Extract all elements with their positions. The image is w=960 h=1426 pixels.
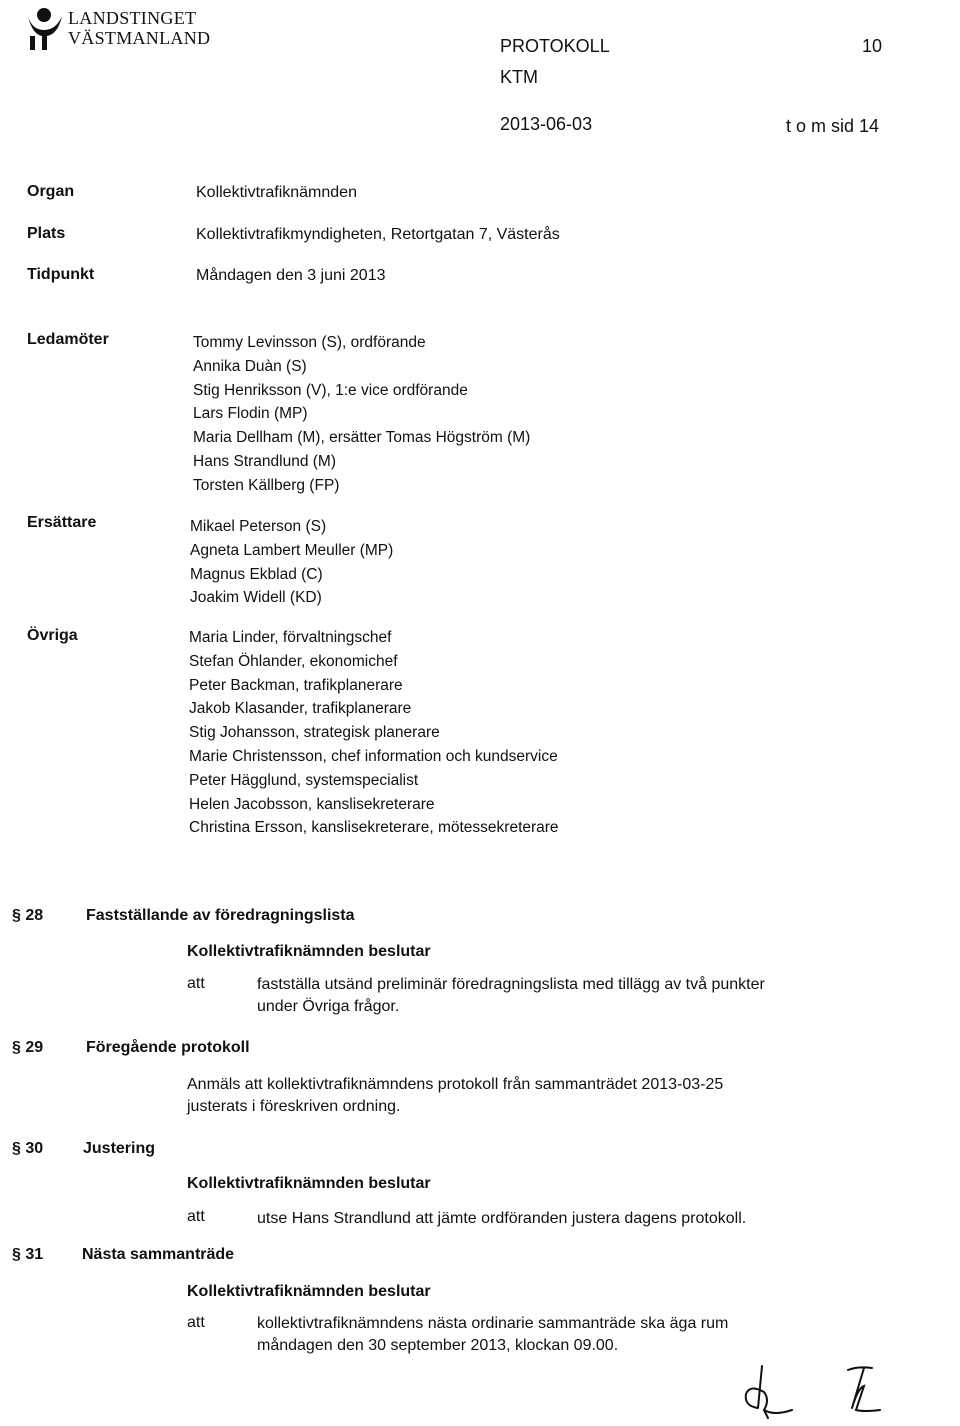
list-item: Christina Ersson, kanslisekreterare, mötessekreterare: [189, 819, 559, 837]
section-28-decision-heading: Kollektivtrafiknämnden beslutar: [187, 943, 431, 960]
organization-logo: [26, 6, 216, 50]
doc-type: PROTOKOLL: [500, 36, 610, 56]
section-30-number: § 30: [12, 1140, 44, 1157]
section-30-title: Justering: [83, 1140, 156, 1157]
list-item: Tommy Levinsson (S), ordförande: [193, 334, 426, 351]
list-item: Joakim Widell (KD): [190, 589, 322, 607]
ersattare-label: Ersättare: [27, 514, 97, 531]
unit-code: KTM: [500, 67, 538, 87]
section-29-title: Föregående protokoll: [86, 1039, 250, 1056]
text-line: justerats i föreskriven ordning.: [187, 1098, 401, 1115]
org-name-line1: LANDSTINGET: [68, 8, 197, 28]
list-item: Marie Christensson, chef information och kundservice: [189, 747, 558, 765]
text-line: under Övriga frågor.: [257, 998, 400, 1015]
list-item: Annika Duàn (S): [193, 357, 307, 375]
meeting-date: 2013-06-03: [500, 114, 593, 134]
text-line: Anmäls att kollektivtrafiknämndens protokoll från sammanträdet 2013-03-25: [187, 1076, 724, 1093]
section-28-number: § 28: [12, 907, 44, 924]
section-28-text: [257, 974, 765, 1018]
section-29-text: [187, 1074, 723, 1118]
page-range: t o m sid 14: [786, 116, 880, 136]
list-item: Stig Johansson, strategisk planerare: [189, 724, 440, 742]
text-line: kollektivtrafiknämndens nästa ordinarie sammanträde ska äga rum: [257, 1315, 729, 1332]
section-31-decision-heading: Kollektivtrafiknämnden beslutar: [187, 1283, 431, 1300]
list-item: Peter Hägglund, systemspecialist: [189, 771, 419, 789]
plats-value: Kollektivtrafikmyndigheten, Retortgatan 7, Västerås: [196, 226, 560, 243]
section-30-att: att: [187, 1208, 205, 1225]
page-number: 10: [862, 36, 883, 56]
ledamoter-label: Ledamöter: [27, 331, 109, 348]
organ-value: Kollektivtrafiknämnden: [196, 184, 357, 201]
ovriga-list: [189, 626, 559, 840]
org-name-line2: VÄSTMANLAND: [68, 28, 211, 48]
handwritten-initials-signature: [740, 1358, 890, 1424]
list-item: Helen Jacobsson, kanslisekreterare: [189, 795, 435, 813]
list-item: Jakob Klasander, trafikplanerare: [189, 700, 412, 718]
section-28-att: att: [187, 975, 205, 992]
list-item: Maria Dellham (M), ersätter Tomas Högström (M): [193, 429, 531, 447]
tidpunkt-value: Måndagen den 3 juni 2013: [196, 267, 386, 284]
list-item: Mikael Peterson (S): [190, 518, 327, 535]
landsting-logo-icon: [26, 6, 64, 50]
text-line: måndagen den 30 september 2013, klockan 09.00.: [257, 1337, 619, 1354]
section-30-decision-heading: Kollektivtrafiknämnden beslutar: [187, 1175, 431, 1192]
section-28-title: Fastställande av föredragningslista: [86, 907, 355, 924]
list-item: Stig Henriksson (V), 1:e vice ordförande: [193, 381, 468, 399]
list-item: Agneta Lambert Meuller (MP): [190, 541, 394, 559]
ledamoter-list: [193, 331, 530, 498]
section-31-att: att: [187, 1314, 205, 1331]
section-31-title: Nästa sammanträde: [82, 1246, 235, 1263]
list-item: Stefan Öhlander, ekonomichef: [189, 652, 398, 670]
section-29-number: § 29: [12, 1039, 44, 1056]
list-item: Hans Strandlund (M): [193, 452, 337, 470]
section-30-text: utse Hans Strandlund att jämte ordföranden justera dagens protokoll.: [257, 1210, 747, 1227]
text-line: fastställa utsänd preliminär föredragningslista med tillägg av två punkter: [257, 976, 765, 993]
list-item: Lars Flodin (MP): [193, 405, 308, 423]
list-item: Torsten Källberg (FP): [193, 476, 340, 494]
ovriga-label: Övriga: [27, 627, 78, 644]
plats-label: Plats: [27, 225, 66, 242]
list-item: Peter Backman, trafikplanerare: [189, 676, 403, 694]
list-item: Maria Linder, förvaltningschef: [189, 629, 392, 646]
section-31-text: [257, 1313, 728, 1357]
section-31-number: § 31: [12, 1246, 44, 1263]
organ-label: Organ: [27, 183, 75, 200]
ersattare-list: [190, 515, 393, 610]
tidpunkt-label: Tidpunkt: [27, 266, 95, 283]
list-item: Magnus Ekblad (C): [190, 565, 323, 583]
